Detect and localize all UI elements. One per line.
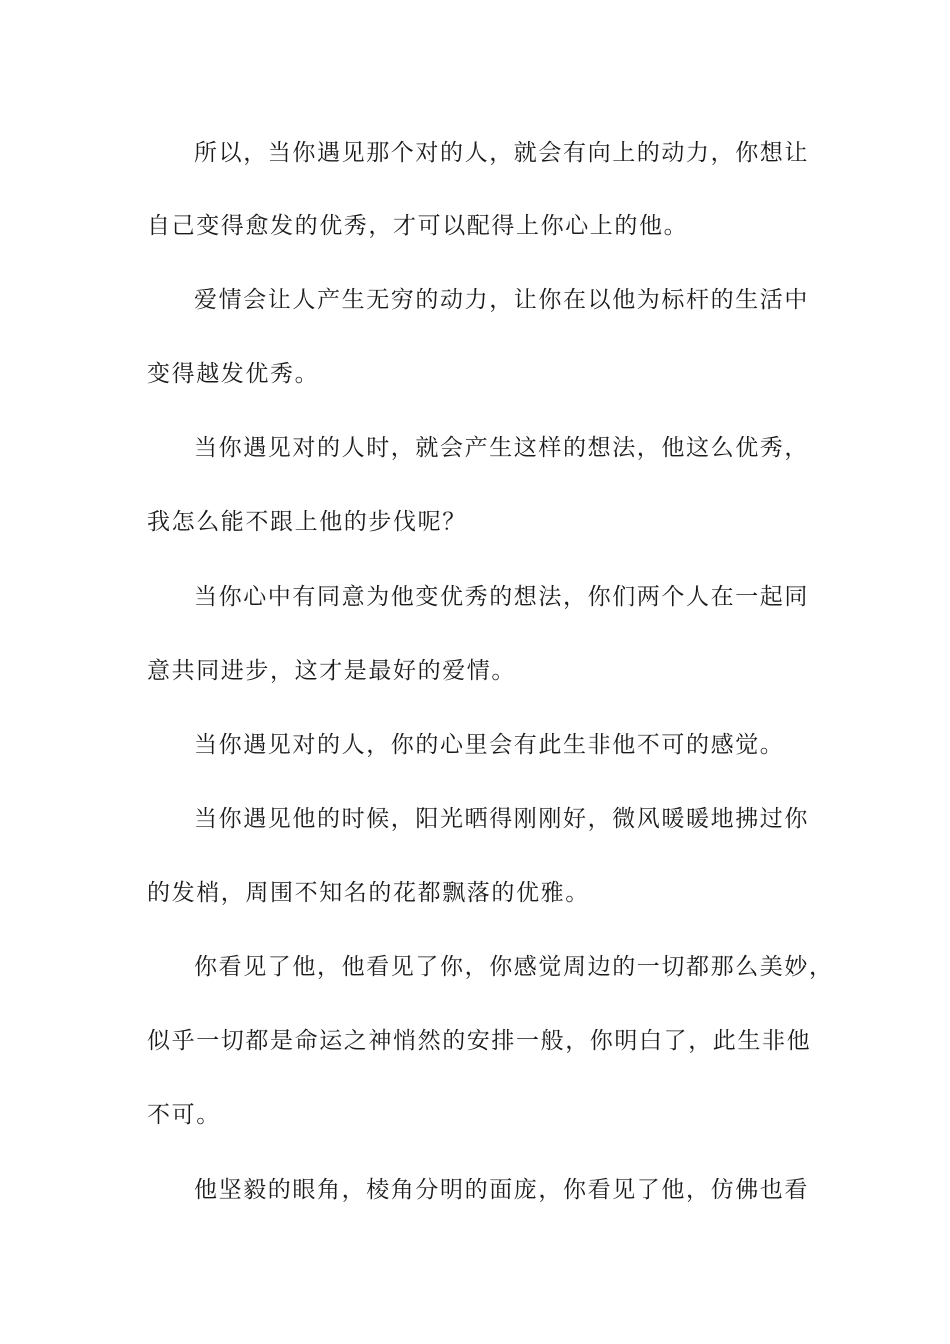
paragraph-8-line-1: 他坚毅的眼角，棱角分明的面庞，你看见了他，仿佛也看	[194, 1177, 809, 1203]
paragraph-3-line-2: 我怎么能不跟上他的步伐呢？	[147, 509, 467, 535]
paragraph-4-line-2: 意共同进步，这才是最好的爱情。	[147, 658, 516, 684]
paragraph-2-line-1: 爱情会让人产生无穷的动力，让你在以他为标杆的生活中	[194, 287, 809, 313]
paragraph-6-line-2: 的发梢，周围不知名的花都飘落的优雅。	[147, 880, 590, 906]
paragraph-4-line-1: 当你心中有同意为他变优秀的想法，你们两个人在一起同	[194, 584, 809, 610]
paragraph-1-line-2: 自己变得愈发的优秀，才可以配得上你心上的他。	[147, 213, 689, 239]
paragraph-3-line-1: 当你遇见对的人时，就会产生这样的想法，他这么优秀，	[194, 435, 809, 461]
paragraph-1-line-1: 所以，当你遇见那个对的人，就会有向上的动力，你想让	[194, 140, 809, 166]
paragraph-6-line-1: 当你遇见他的时候，阳光晒得刚刚好，微风暖暖地拂过你	[194, 806, 809, 832]
paragraph-7-line-1: 你看见了他，他看见了你，你感觉周边的一切都那么美妙，	[194, 954, 834, 980]
paragraph-5-line-1: 当你遇见对的人，你的心里会有此生非他不可的感觉。	[194, 732, 785, 758]
paragraph-7-line-3: 不可。	[147, 1102, 221, 1128]
paragraph-7-line-2: 似乎一切都是命运之神悄然的安排一般，你明白了，此生非他	[147, 1028, 812, 1054]
paragraph-2-line-2: 变得越发优秀。	[147, 361, 320, 387]
